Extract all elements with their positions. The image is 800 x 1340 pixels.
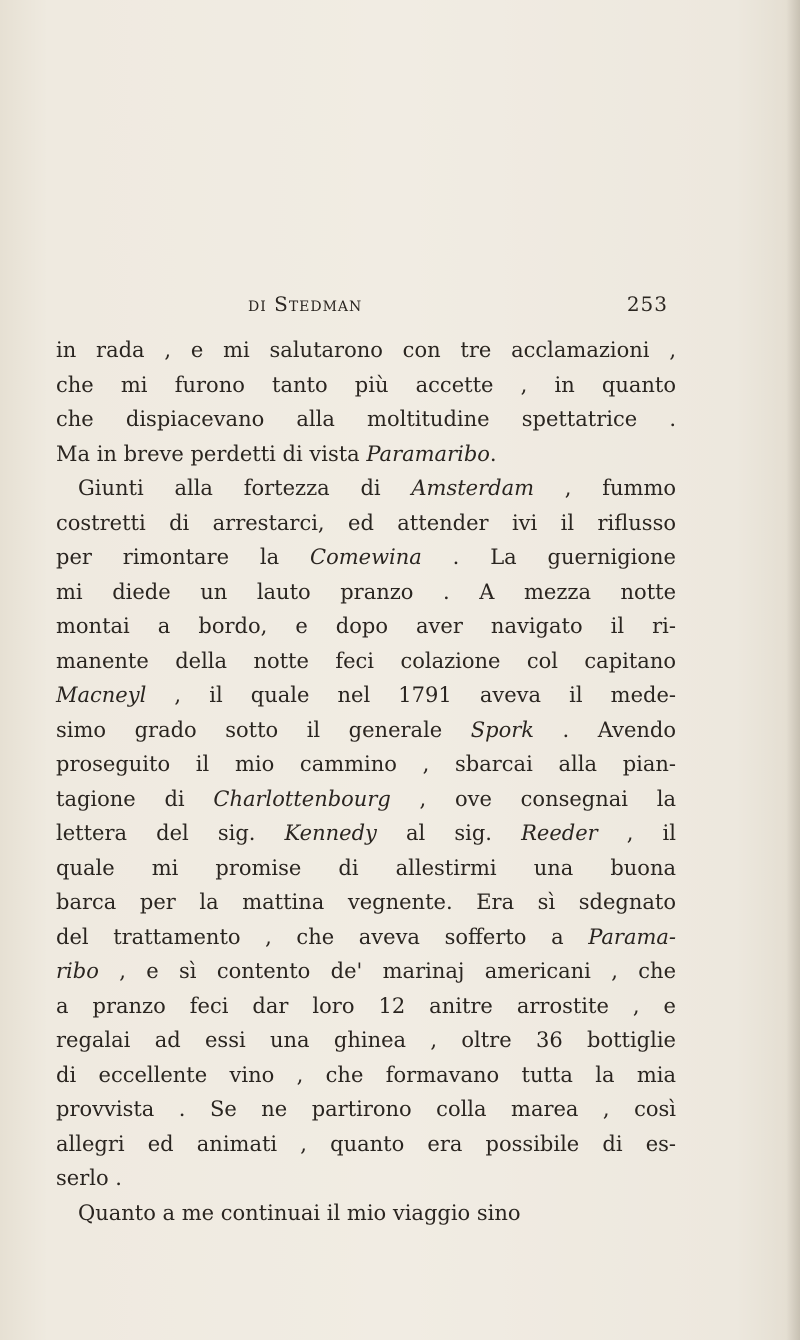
page-number: 253 [626,292,668,316]
text-line: simo grado sotto il generale Spork . Avendo [56,717,676,742]
text-line: a pranzo feci dar loro 12 anitre arrostite , e [56,993,676,1018]
text-line: che mi furono tanto più accette , in quanto [56,372,676,397]
text-line: tagione di Charlottenbourg , ove consegnai la [56,786,676,811]
text-line: ribo , e sì contento de' marinaj americani , che [56,959,676,983]
text-line: costretti di arrestarci, ed attender ivi il riflusso [56,510,676,535]
text-line: montai a bordo, e dopo aver navigato il ri- [56,614,676,638]
text-line: serlo . [56,1166,122,1190]
running-head [248,292,668,322]
running-title: di Stedman [248,292,363,316]
text-line: del trattamento , che aveva sofferto a Parama- [56,924,676,949]
text-line: manente della notte feci colazione col capitano [56,648,676,673]
text-line: barca per la mattina vegnente. Era sì sdegnato [56,890,676,914]
text-line: Quanto a me continuai il mio viaggio sino [78,1200,521,1225]
text-line: Macneyl , il quale nel 1791 aveva il mede- [56,683,676,707]
text-line: lettera del sig. Kennedy al sig. Reeder , il [56,821,676,845]
text-line: in rada , e mi salutarono con tre acclamazioni , [56,338,676,362]
text-line: di eccellente vino , che formavano tutta la mia [56,1062,676,1087]
text-line: provvista . Se ne partirono colla marea , così [56,1097,676,1121]
text-line: Ma in breve perdetti di vista Paramaribo. [56,441,497,466]
text-line: che dispiacevano alla moltitudine spettatrice . [56,407,676,431]
text-line: per rimontare la Comewina . La guernigione [56,545,676,569]
text-line: Giunti alla fortezza di Amsterdam , fummo [78,476,676,500]
text-line: mi diede un lauto pranzo . A mezza notte [56,579,676,604]
page-edge-shadow [786,0,800,1340]
text-line: quale mi promise di allestirmi una buona [56,855,676,880]
text-line: regalai ad essi una ghinea , oltre 36 bottiglie [56,1028,676,1052]
text-line: proseguito il mio cammino , sbarcai alla pian- [56,752,676,776]
text-line: allegri ed animati , quanto era possibile di es- [56,1131,676,1156]
body-text [56,333,676,1230]
